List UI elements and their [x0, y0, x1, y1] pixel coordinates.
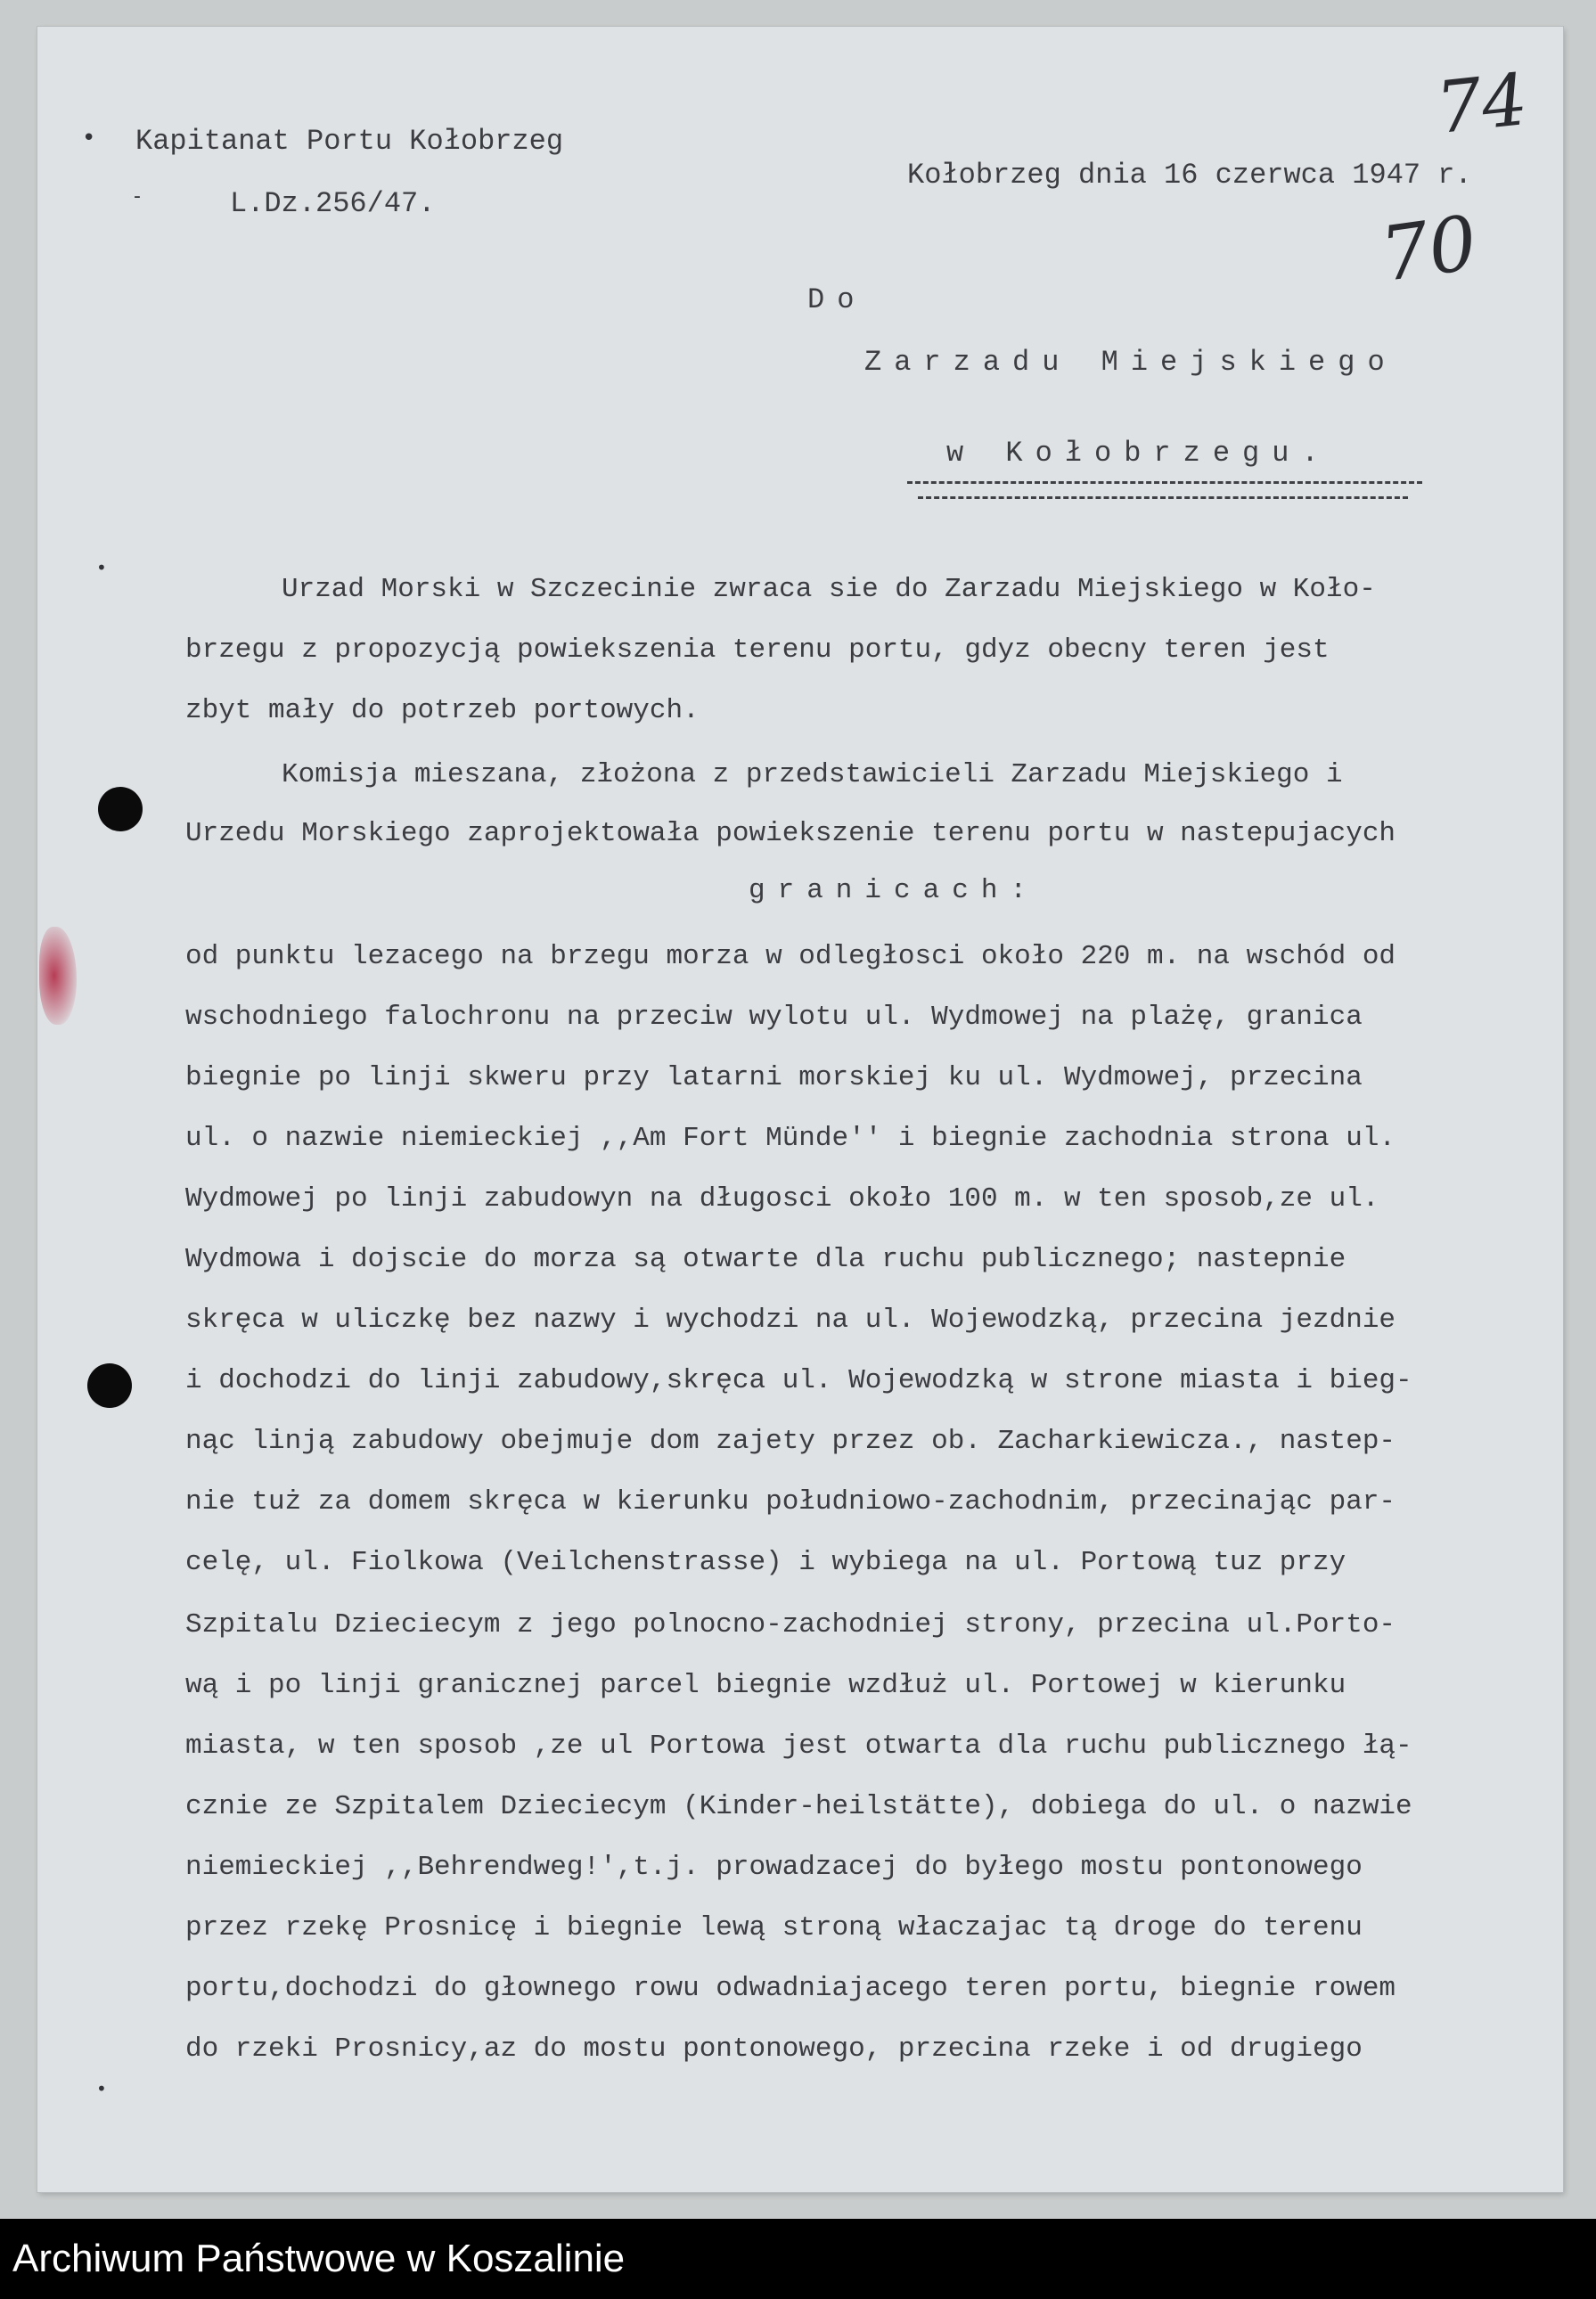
recipient-underline — [907, 481, 1422, 484]
paragraph-line: zbyt mały do potrzeb portowych. — [185, 695, 700, 726]
boundaries-heading: granicach: — [749, 875, 1040, 906]
paragraph-line: skręca w uliczkę bez nazwy i wychodzi na ul. Wojewodzką, przecina jezdnie — [185, 1305, 1396, 1336]
place-and-date: Kołobrzeg dnia 16 czerwca 1947 r. — [907, 159, 1472, 192]
reference-number: L.Dz.256/47. — [230, 187, 436, 220]
paragraph-line: nąc linją zabudowy obejmuje dom zajety przez ob. Zacharkiewicza., nastep- — [185, 1426, 1396, 1457]
handwritten-folio-number: 70 — [1375, 199, 1483, 299]
margin-mark: • — [96, 2078, 107, 2099]
paragraph-line: celę, ul. Fiolkowa (Veilchenstrasse) i wybiega na ul. Portową tuz przy — [185, 1547, 1346, 1578]
margin-mark: • — [82, 125, 96, 151]
paragraph-line: przez rzekę Prosnicę i biegnie lewą stroną właczajac tą droge do terenu — [185, 1912, 1363, 1943]
paragraph-line: do rzeki Prosnicy,az do mostu pontonowego, przecina rzeke i od drugiego — [185, 2033, 1363, 2065]
paragraph-line: miasta, w ten sposob ,ze ul Portowa jest otwarta dla ruchu publicznego łą- — [185, 1730, 1412, 1762]
paragraph-line: i dochodzi do linji zabudowy,skręca ul. Wojewodzką w strone miasta i bieg- — [185, 1365, 1412, 1396]
margin-mark: - — [134, 185, 141, 208]
paragraph-line: ul. o nazwie niemieckiej ,,Am Fort Münde'' i biegnie zachodnia strona ul. — [185, 1123, 1396, 1154]
archive-footer: Archiwum Państwowe w Koszalinie — [0, 2219, 1596, 2299]
paragraph-line: brzegu z propozycją powiekszenia terenu portu, gdyz obecny teren jest — [185, 634, 1330, 666]
recipient-underline — [918, 496, 1408, 499]
paragraph-line: biegnie po linji skweru przy latarni morskiej ku ul. Wydmowej, przecina — [185, 1062, 1363, 1093]
recipient-to: Do — [807, 283, 867, 316]
paragraph-line: cznie ze Szpitalem Dzieciecym (Kinder-heilstätte), dobiega do ul. o nazwie — [185, 1791, 1412, 1822]
sender-office: Kapitanat Portu Kołobrzeg — [135, 125, 564, 158]
punch-hole — [98, 787, 143, 831]
paragraph-line: wą i po linji granicznej parcel biegnie wzdłuż ul. Portowej w kierunku — [185, 1670, 1346, 1701]
paragraph-line: Wydmowej po linji zabudowyn na długosci około 100 m. w ten sposob,ze ul. — [185, 1183, 1379, 1215]
punch-hole — [87, 1363, 132, 1408]
paragraph-line: Komisja mieszana, złożona z przedstawicieli Zarzadu Miejskiego i — [282, 759, 1343, 790]
recipient-line-1: Zarzadu Miejskiego — [864, 346, 1397, 379]
margin-mark: • — [96, 557, 107, 578]
paragraph-line: Urzedu Morskiego zaprojektowała powiekszenie terenu portu w nastepujacych — [185, 818, 1396, 849]
paragraph-line: od punktu lezacego na brzegu morza w odległosci około 220 m. na wschód od — [185, 941, 1396, 972]
red-ink-stain — [39, 927, 77, 1025]
paragraph-line: Wydmowa i dojscie do morza są otwarte dla ruchu publicznego; nastepnie — [185, 1244, 1346, 1275]
handwritten-page-number: 74 — [1432, 57, 1532, 151]
paragraph-line: Urzad Morski w Szczecinie zwraca sie do Zarzadu Miejskiego w Koło- — [282, 574, 1376, 605]
paragraph-line: Szpitalu Dzieciecym z jego polnocno-zachodniej strony, przecina ul.Porto- — [185, 1609, 1396, 1640]
paragraph-line: niemieckiej ,,Behrendweg!',t.j. prowadzacej do byłego mostu pontonowego — [185, 1852, 1363, 1883]
paragraph-line: nie tuż za domem skręca w kierunku południowo-zachodnim, przecinając par- — [185, 1486, 1396, 1518]
paragraph-line: portu,dochodzi do głownego rowu odwadniajacego teren portu, biegnie rowem — [185, 1973, 1396, 2004]
paragraph-line: wschodniego falochronu na przeciw wylotu ul. Wydmowej na plażę, granica — [185, 1002, 1363, 1033]
recipient-line-2: w Kołobrzegu. — [946, 437, 1331, 470]
